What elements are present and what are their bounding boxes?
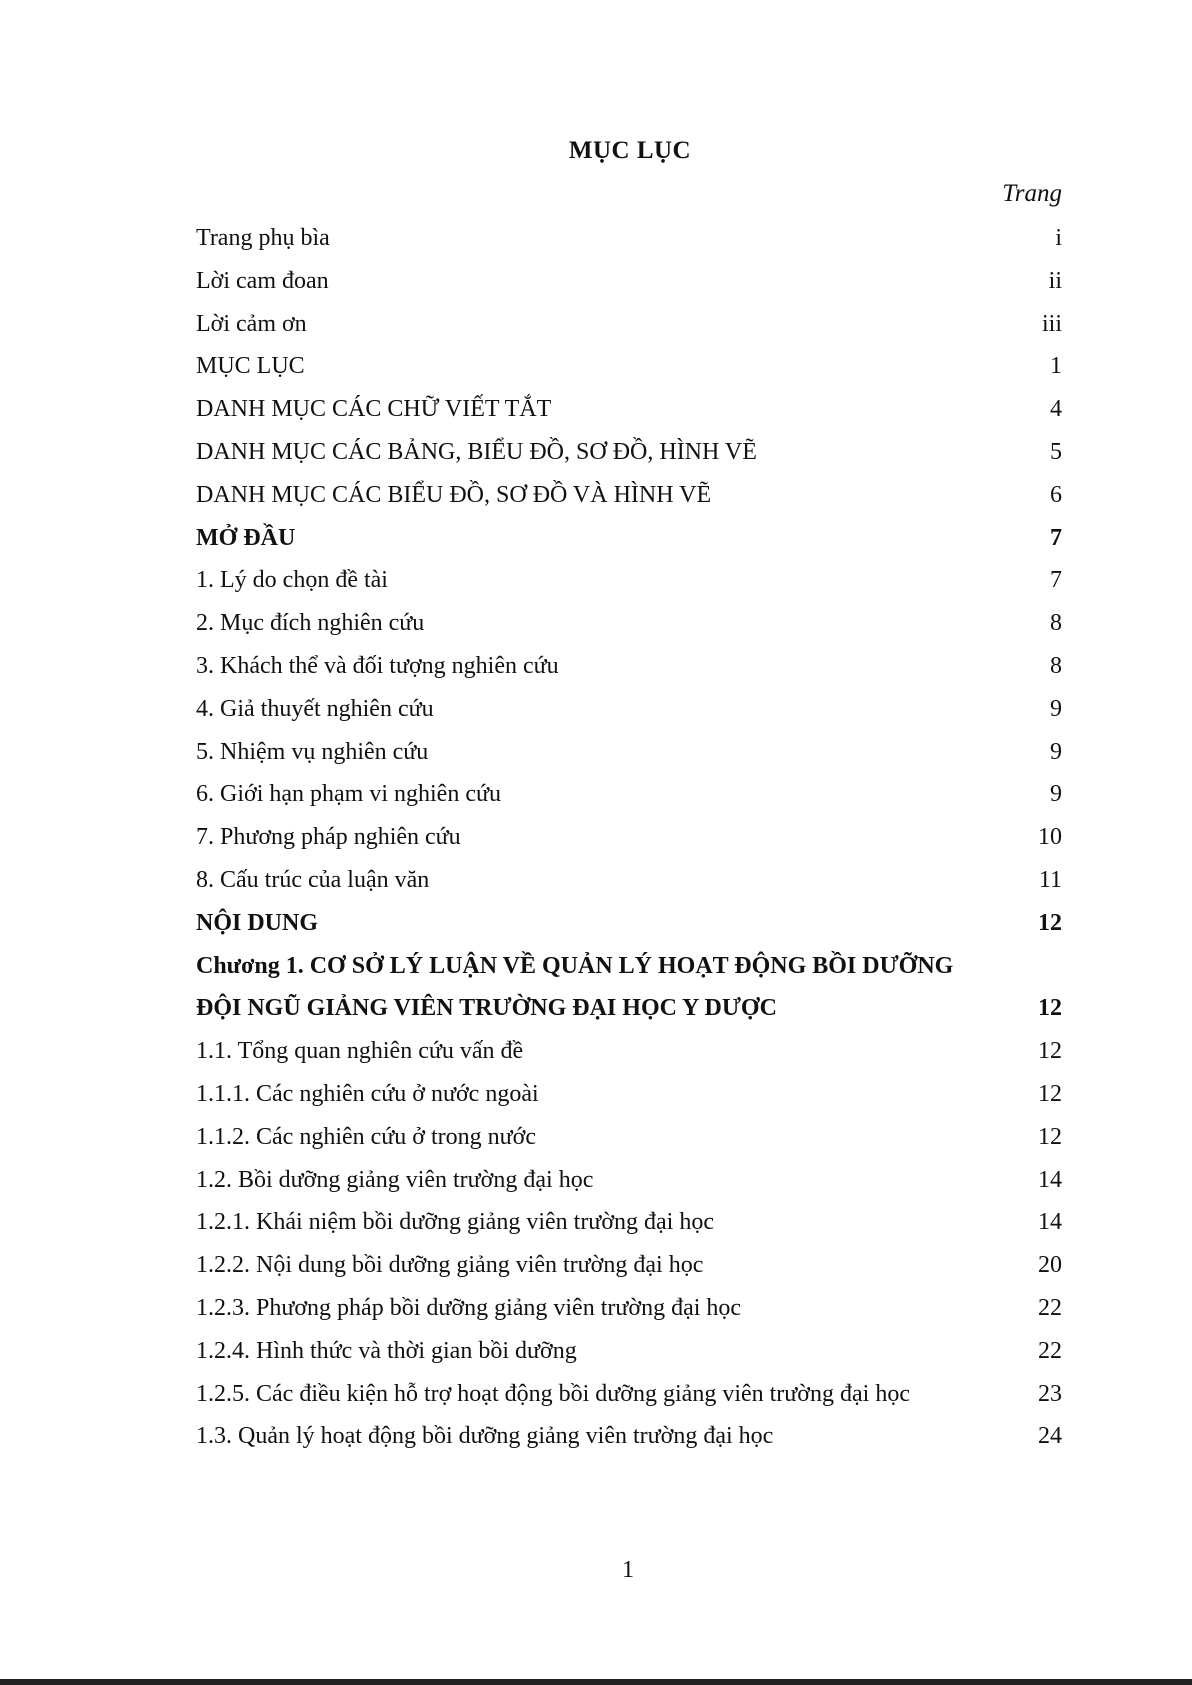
toc-entry[interactable] (196, 1159, 1062, 1202)
toc-entry-page-number: 8 (1050, 610, 1062, 637)
dot-leader (431, 886, 1037, 887)
dot-leader (541, 1100, 1036, 1101)
toc-entry-page-number: iii (1041, 310, 1062, 337)
toc-entry-page-number: 12 (1038, 1038, 1062, 1065)
footer-page-number: 1 (622, 1557, 634, 1583)
toc-entry[interactable] (196, 559, 1062, 602)
toc-entry[interactable] (196, 517, 1062, 560)
dot-leader (553, 415, 1048, 416)
dot-leader (436, 715, 1048, 716)
toc-entry[interactable] (196, 1073, 1062, 1116)
toc-entry-title: 2. Mục đích nghiên cứu (196, 610, 425, 637)
toc-entry-title: DANH MỤC CÁC BIỂU ĐỒ, SƠ ĐỒ VÀ HÌNH VẼ (196, 481, 712, 508)
toc-entry-page-number: 5 (1050, 438, 1062, 465)
dot-leader (309, 330, 1040, 331)
toc-entry-title: NỘI DUNG (196, 909, 319, 936)
toc-entry-page-number: 23 (1038, 1380, 1062, 1407)
toc-entry-title: Lời cam đoan (196, 267, 329, 294)
toc-entry-title: Chương 1. CƠ SỞ LÝ LUẬN VỀ QUẢN LÝ HOẠT ĐỘNG BỒI DƯỠNG (196, 952, 954, 979)
toc-entry-page-number: 20 (1038, 1252, 1062, 1279)
toc-entry-title: 1.2.3. Phương pháp bồi dưỡng giảng viên trường đại học (196, 1294, 742, 1321)
toc-entry-page-number: 22 (1038, 1337, 1062, 1364)
dot-leader (430, 758, 1048, 759)
toc-entry-page-number: ii (1048, 267, 1062, 294)
toc-entry[interactable] (196, 816, 1062, 859)
toc-entry[interactable] (196, 602, 1062, 645)
toc-entry[interactable] (196, 773, 1062, 816)
dot-leader (779, 1014, 1036, 1015)
toc-entry[interactable] (196, 859, 1062, 902)
toc-entry-title: 1.2.5. Các điều kiện hỗ trợ hoạt động bồi dưỡng giảng viên trường đại học (196, 1380, 910, 1407)
toc-entry[interactable] (196, 474, 1062, 517)
toc-entry-title: 1.2.2. Nội dung bồi dưỡng giảng viên trường đại học (196, 1252, 704, 1279)
dot-leader (538, 1143, 1036, 1144)
toc-entry[interactable] (196, 945, 1062, 988)
dot-leader (426, 629, 1048, 630)
toc-entry-page-number: 8 (1050, 652, 1062, 679)
toc-entry-page-number: 12 (1038, 995, 1062, 1022)
toc-entry-page-number: 7 (1050, 567, 1062, 594)
toc-entry-title: 1.1.1. Các nghiên cứu ở nước ngoài (196, 1080, 539, 1107)
dot-leader (561, 672, 1048, 673)
toc-entry-page-number: 12 (1038, 1080, 1062, 1107)
dot-leader (775, 1442, 1036, 1443)
toc-entry-page-number: 14 (1038, 1209, 1062, 1236)
dot-leader (525, 1057, 1036, 1058)
toc-entry-title: 7. Phương pháp nghiên cứu (196, 824, 461, 851)
toc-entry[interactable] (196, 902, 1062, 945)
dot-leader (716, 1228, 1036, 1229)
dot-leader (713, 501, 1048, 502)
dot-leader (503, 800, 1048, 801)
dot-leader (331, 287, 1047, 288)
toc-entry-title: 4. Giả thuyết nghiên cứu (196, 695, 434, 722)
page-column-header: Trang (1002, 180, 1062, 207)
toc-entry-page-number: 12 (1038, 1123, 1062, 1150)
dot-leader (390, 586, 1048, 587)
toc-entry-title: Trang phụ bìa (196, 225, 330, 251)
toc-entry-page-number: 7 (1050, 524, 1062, 551)
toc-entry[interactable] (196, 303, 1062, 346)
toc-entry[interactable] (196, 987, 1062, 1030)
toc-entry-page-number: 14 (1038, 1166, 1062, 1193)
dot-leader (332, 244, 1052, 245)
toc-entry[interactable] (196, 1287, 1062, 1330)
dot-leader (463, 843, 1036, 844)
toc-entry[interactable] (196, 431, 1062, 474)
toc-entry[interactable] (196, 1373, 1062, 1416)
toc-entry[interactable] (196, 217, 1062, 260)
toc-entry[interactable] (196, 688, 1062, 731)
toc-entry-title: ĐỘI NGŨ GIẢNG VIÊN TRƯỜNG ĐẠI HỌC Y DƯỢC (196, 995, 777, 1022)
dot-leader (307, 372, 1048, 373)
toc-entry-title: 1.1. Tổng quan nghiên cứu vấn đề (196, 1038, 524, 1065)
toc-entry[interactable] (196, 731, 1062, 774)
toc-entry-title: 1.1.2. Các nghiên cứu ở trong nước (196, 1123, 536, 1150)
toc-entry-page-number: 9 (1050, 781, 1062, 808)
toc-entry-page-number: 10 (1038, 824, 1062, 851)
toc-entry-title: 1.2. Bồi dưỡng giảng viên trường đại học (196, 1166, 594, 1193)
toc-entry-title: 1. Lý do chọn đề tài (196, 567, 388, 594)
toc-entry-title: MỞ ĐẦU (196, 524, 296, 551)
toc-entry-page-number: 22 (1038, 1294, 1062, 1321)
toc-entry-page-number: 12 (1038, 909, 1062, 936)
toc-entry-title: 3. Khách thể và đối tượng nghiên cứu (196, 652, 559, 679)
toc-entry[interactable] (196, 1244, 1062, 1287)
toc-entry-title: 1.2.1. Khái niệm bồi dưỡng giảng viên trường đại học (196, 1209, 714, 1236)
toc-entry-page-number: 24 (1038, 1423, 1062, 1450)
dot-leader (759, 458, 1048, 459)
toc-entry-title: MỤC LỤC (196, 353, 305, 380)
dot-leader (595, 1186, 1036, 1187)
toc-entry-page-number: 6 (1050, 481, 1062, 508)
toc-entry-title: 8. Cấu trúc của luận văn (196, 866, 430, 893)
dot-leader (912, 1400, 1036, 1401)
toc-entry-title: 1.3. Quản lý hoạt động bồi dưỡng giảng viên trường đại học (196, 1423, 774, 1450)
toc-entry-page-number: 4 (1050, 396, 1062, 423)
toc-entry-title: 5. Nhiệm vụ nghiên cứu (196, 738, 429, 765)
toc-entry[interactable] (196, 345, 1062, 388)
toc-entry-page-number: i (1055, 225, 1062, 251)
bottom-edge-bar (0, 1679, 1192, 1685)
toc-entry-title: DANH MỤC CÁC BẢNG, BIỂU ĐỒ, SƠ ĐỒ, HÌNH VẼ (196, 438, 757, 465)
dot-leader (705, 1271, 1036, 1272)
toc-entry-page-number: 11 (1038, 866, 1062, 893)
toc-entry[interactable] (196, 260, 1062, 303)
toc-entry-page-number: 9 (1050, 738, 1062, 765)
toc-entry[interactable] (196, 1330, 1062, 1373)
toc-entry[interactable] (196, 388, 1062, 431)
toc-entry-title: DANH MỤC CÁC CHỮ VIẾT TẮT (196, 396, 552, 423)
toc-entry[interactable] (196, 1116, 1062, 1159)
toc-entry[interactable] (196, 645, 1062, 688)
toc-entry-title: 1.2.4. Hình thức và thời gian bồi dưỡng (196, 1337, 577, 1364)
toc-entry[interactable] (196, 1201, 1062, 1244)
page-title: MỤC LỤC (568, 137, 692, 164)
table-of-contents (196, 217, 1062, 1458)
toc-entry-page-number: 1 (1050, 353, 1062, 380)
toc-entry[interactable] (196, 1030, 1062, 1073)
dot-leader (297, 544, 1048, 545)
dot-leader (320, 929, 1036, 930)
toc-entry[interactable] (196, 1415, 1062, 1458)
dot-leader (743, 1314, 1036, 1315)
dot-leader (579, 1357, 1036, 1358)
toc-entry-page-number: 9 (1050, 695, 1062, 722)
toc-entry-title: 6. Giới hạn phạm vi nghiên cứu (196, 781, 501, 808)
toc-entry-title: Lời cảm ơn (196, 310, 307, 337)
